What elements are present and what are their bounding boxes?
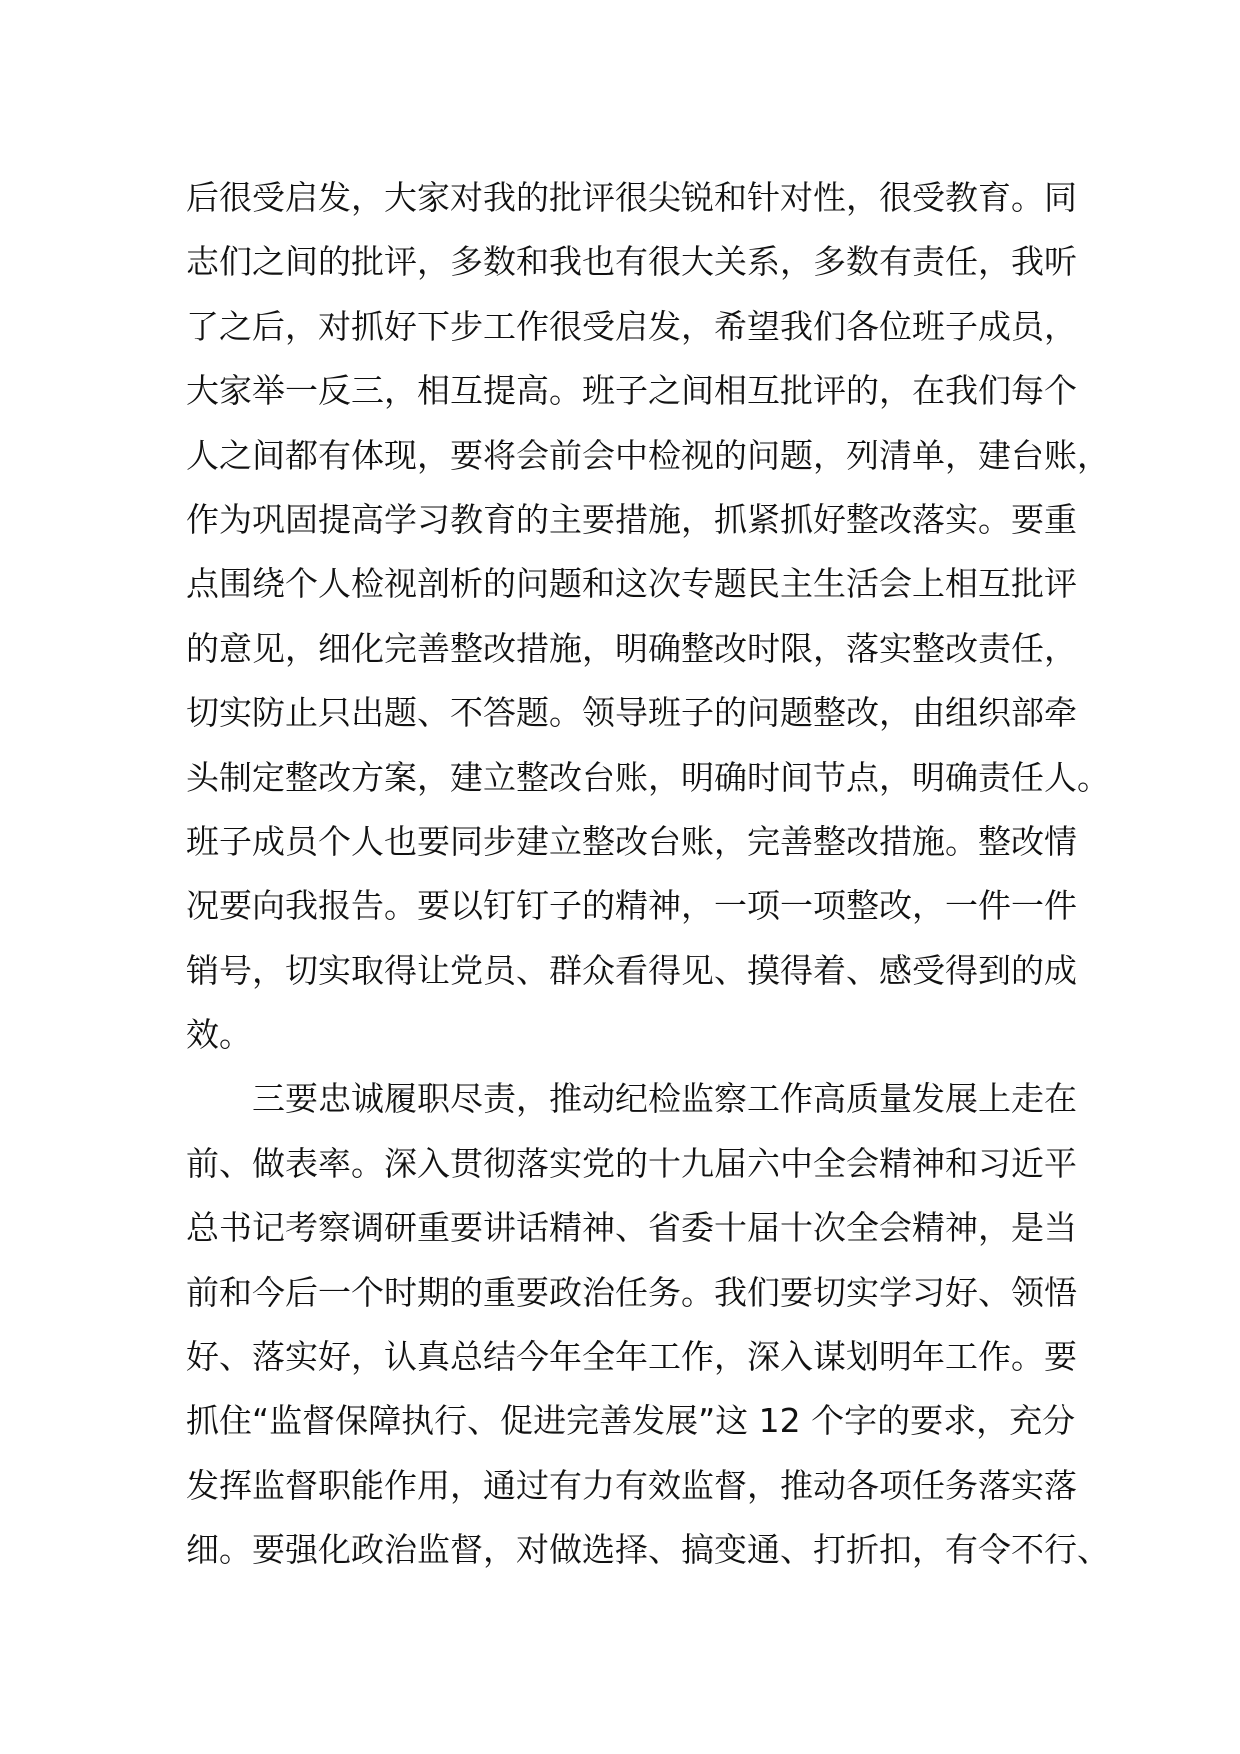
text-line: 切实防止只出题、不答题。领导班子的问题整改，由组织部牵 bbox=[186, 693, 1077, 733]
text-line: 抓住“监督保障执行、促进完善发展”这 12 个字的要求，充分 bbox=[186, 1401, 1076, 1441]
paragraph-2 bbox=[186, 1067, 1110, 1582]
text-line: 销号，切实取得让党员、群众看得见、摸得着、感受得到的成 bbox=[186, 950, 1077, 990]
text-line: 细。要强化政治监督，对做选择、搞变通、打折扣，有令不行、 bbox=[186, 1530, 1110, 1570]
text-line: 了之后，对抓好下步工作很受启发，希望我们各位班子成员， bbox=[186, 306, 1077, 346]
text-line: 的意见，细化完善整改措施，明确整改时限，落实整改责任， bbox=[186, 628, 1077, 668]
text-line: 志们之间的批评，多数和我也有很大关系，多数有责任，我听 bbox=[186, 242, 1077, 282]
text-line: 前和今后一个时期的重要政治任务。我们要切实学习好、领悟 bbox=[186, 1272, 1077, 1312]
text-line: 班子成员个人也要同步建立整改台账，完善整改措施。整改情 bbox=[186, 821, 1077, 861]
text-line: 总书记考察调研重要讲话精神、省委十届十次全会精神，是当 bbox=[186, 1208, 1077, 1248]
text-line: 发挥监督职能作用，通过有力有效监督，推动各项任务落实落 bbox=[186, 1465, 1077, 1505]
text-line: 前、做表率。深入贯彻落实党的十九届六中全会精神和习近平 bbox=[186, 1143, 1077, 1183]
paragraph-1 bbox=[186, 166, 1110, 1067]
text-line: 后很受启发，大家对我的批评很尖锐和针对性，很受教育。同 bbox=[186, 178, 1077, 217]
text-line: 况要向我报告。要以钉钉子的精神，一项一项整改，一件一件 bbox=[186, 886, 1077, 926]
text-line: 作为巩固提高学习教育的主要措施，抓紧抓好整改落实。要重 bbox=[186, 499, 1077, 539]
text-line: 点围绕个人检视剖析的问题和这次专题民主生活会上相互批评 bbox=[186, 564, 1077, 604]
text-line: 好、落实好，认真总结今年全年工作，深入谋划明年工作。要 bbox=[186, 1337, 1077, 1377]
text-line: 效。 bbox=[186, 1015, 252, 1055]
text-line: 大家举一反三，相互提高。班子之间相互批评的，在我们每个 bbox=[186, 371, 1077, 411]
text-line-indented: 三要忠诚履职尽责，推动纪检监察工作高质量发展上走在 bbox=[252, 1079, 1077, 1119]
body-text bbox=[186, 166, 1110, 1583]
text-line: 头制定整改方案，建立整改台账，明确时间节点，明确责任人。 bbox=[186, 757, 1110, 797]
text-line: 人之间都有体现，要将会前会中检视的问题，列清单，建台账， bbox=[186, 435, 1110, 475]
